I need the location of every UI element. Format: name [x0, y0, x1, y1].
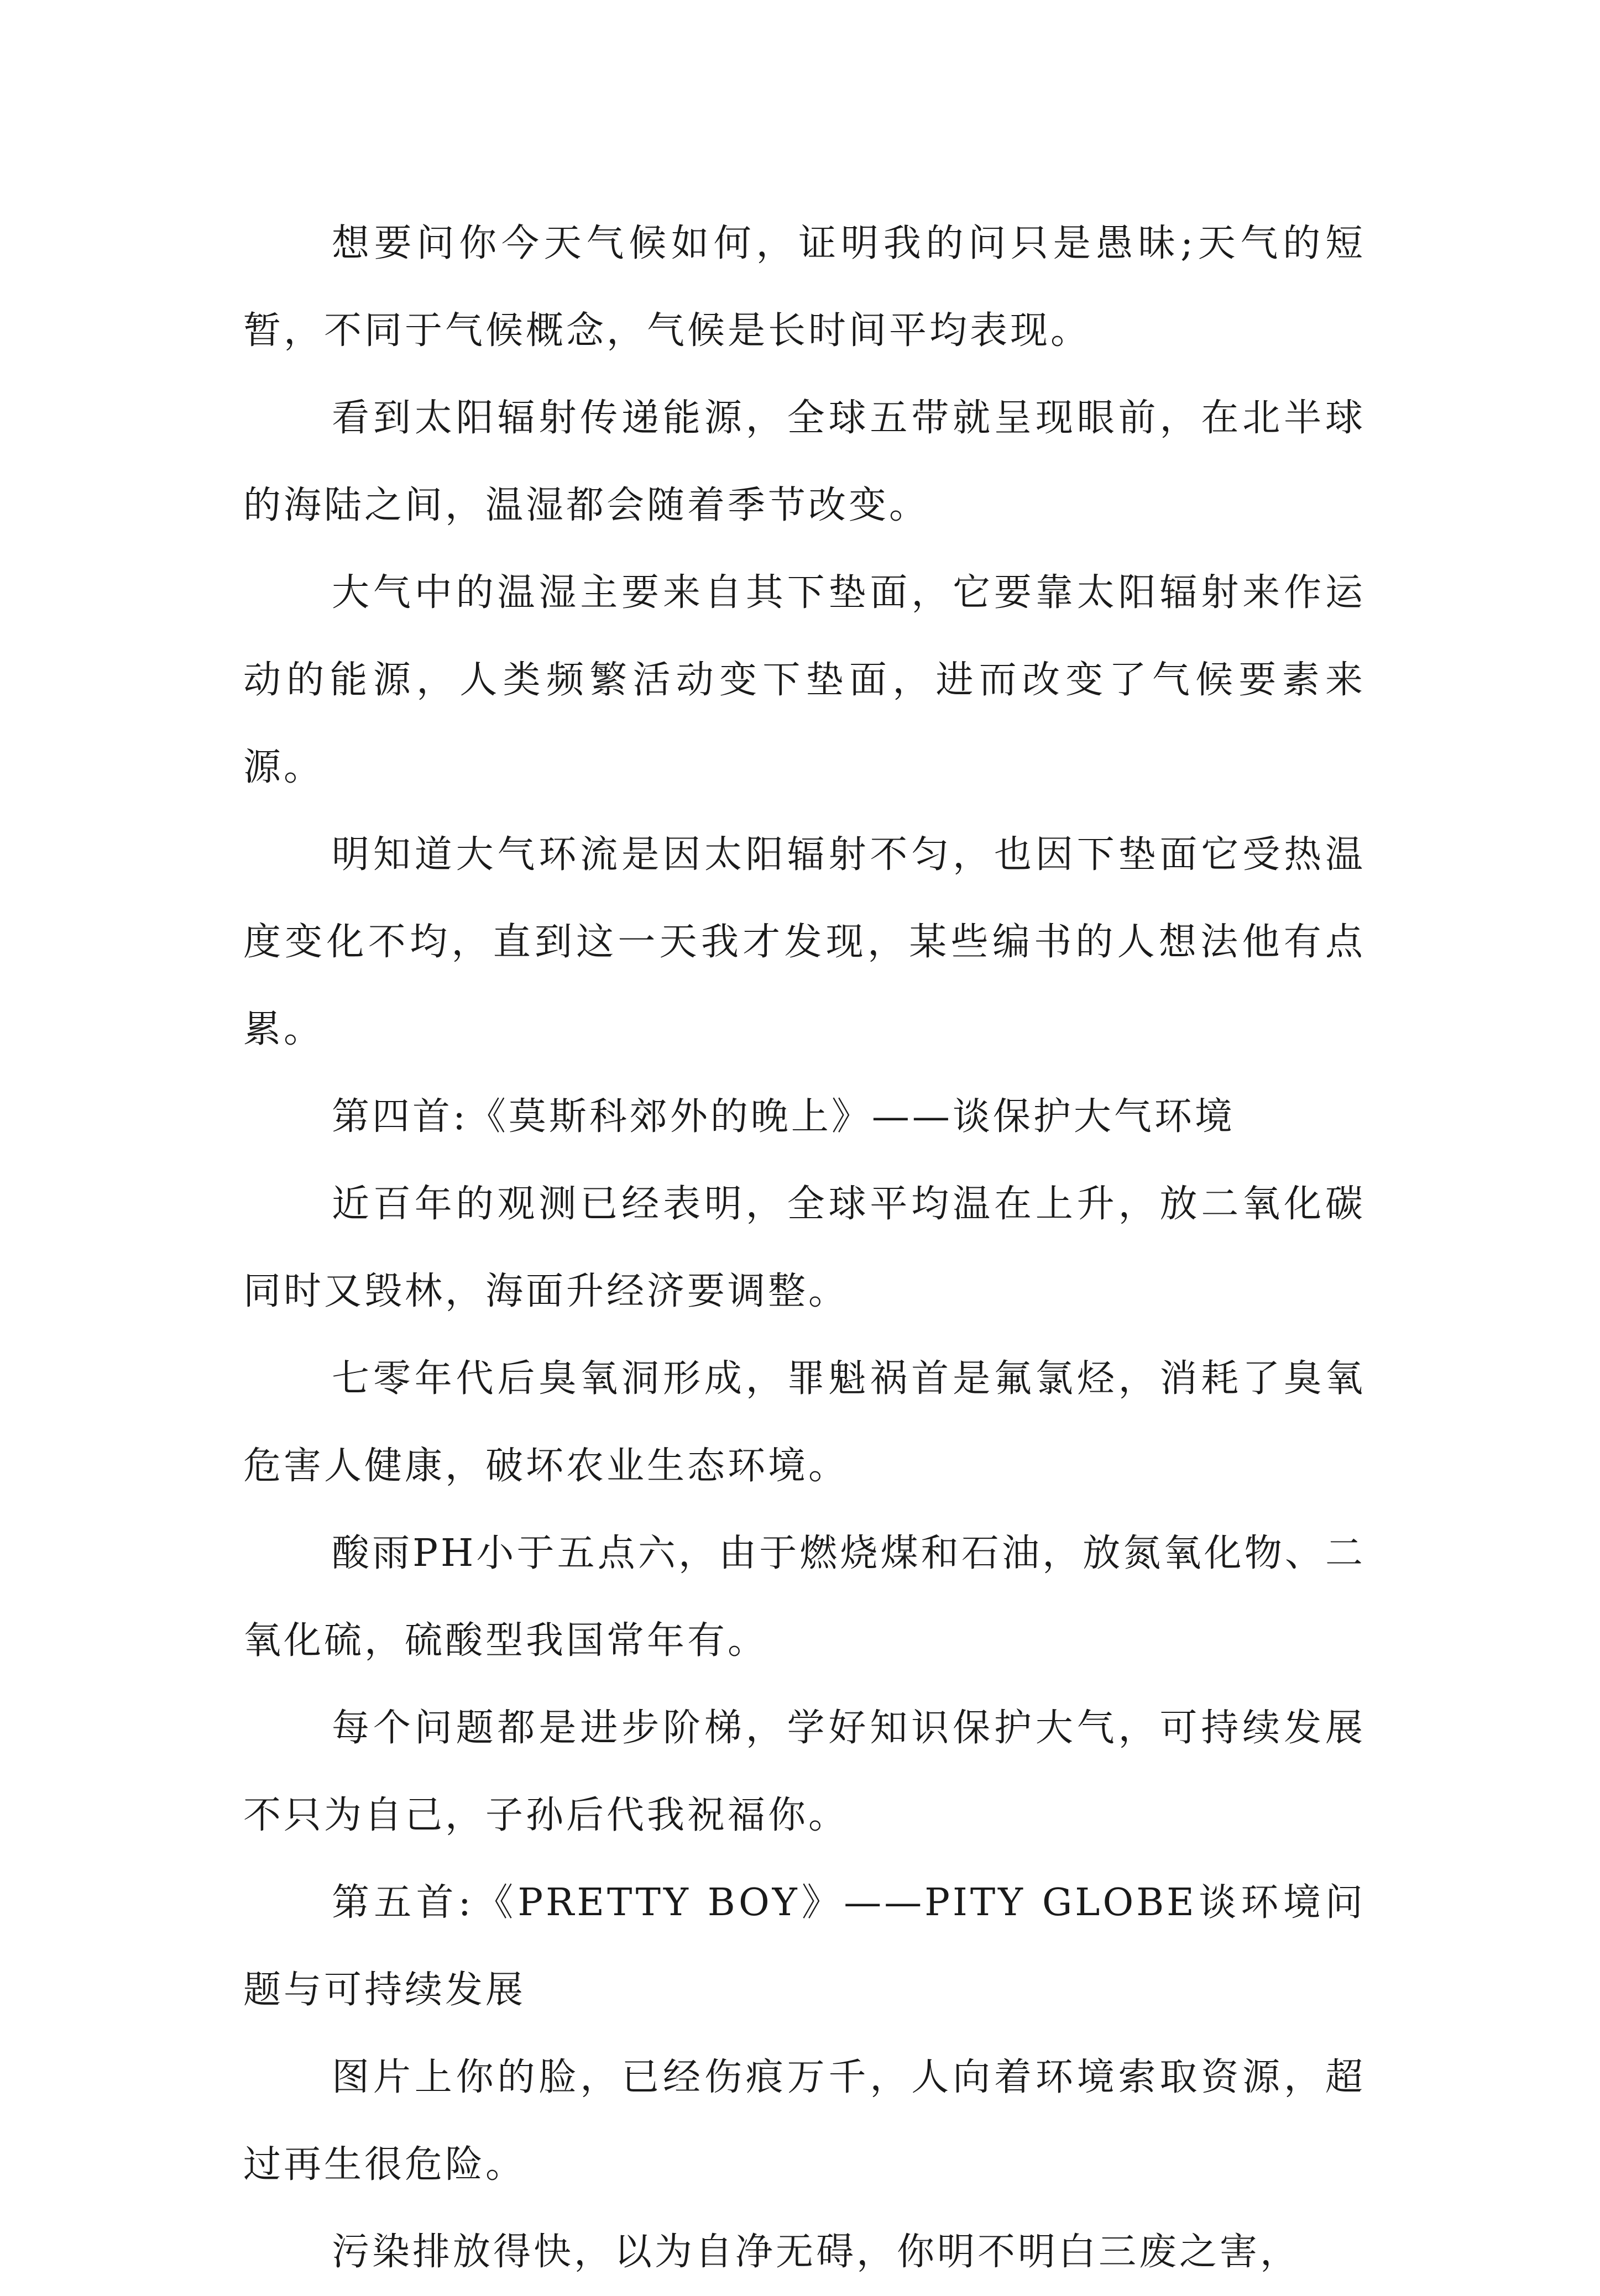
- paragraph-weather-climate: 想要问你今天气候如何，证明我的问只是愚昧;天气的短暂，不同于气候概念，气候是长时间平均表现。: [243, 222, 1366, 353]
- section-heading-song-5: 第五首:《PRETTY BOY》——PITY GLOBE谈环境问题与可持续发展: [243, 1881, 1366, 2012]
- paragraph-resources: 图片上你的脸，已经伤痕万千，人向着环境索取资源，超过再生很危险。: [243, 2056, 1366, 2187]
- section-heading-song-4: 第四首:《莫斯科郊外的晚上》——谈保护大气环境: [332, 1095, 1235, 1139]
- paragraph-underlying-surface: 大气中的温湿主要来自其下垫面，它要靠太阳辐射来作运动的能源，人类频繁活动变下垫面，进而改变了气候要素来源。: [243, 571, 1366, 789]
- paragraph-atmospheric-circulation: 明知道大气环流是因太阳辐射不匀，也因下垫面它受热温度变化不均，直到这一天我才发现，某些编书的人想法他有点累。: [243, 833, 1366, 1051]
- paragraph-global-warming: 近百年的观测已经表明，全球平均温在上升，放二氧化碳同时又毁林，海面升经济要调整。: [243, 1182, 1366, 1313]
- document-body: [243, 200, 1366, 2296]
- paragraph-protect-atmosphere: 每个问题都是进步阶梯，学好知识保护大气，可持续发展不只为自己，子孙后代我祝福你。: [243, 1706, 1366, 1837]
- paragraph-acid-rain: 酸雨PH小于五点六，由于燃烧煤和石油，放氮氧化物、二氧化硫，硫酸型我国常年有。: [243, 1532, 1366, 1663]
- paragraph-pollution: 污染排放得快，以为自净无碍，你明不明白三废之害，: [332, 2230, 1301, 2274]
- paragraph-solar-radiation: 看到太阳辐射传递能源，全球五带就呈现眼前，在北半球的海陆之间，温湿都会随着季节改变。: [243, 396, 1366, 527]
- paragraph-ozone-hole: 七零年代后臭氧洞形成，罪魁祸首是氟氯烃，消耗了臭氧危害人健康，破坏农业生态环境。: [243, 1357, 1366, 1488]
